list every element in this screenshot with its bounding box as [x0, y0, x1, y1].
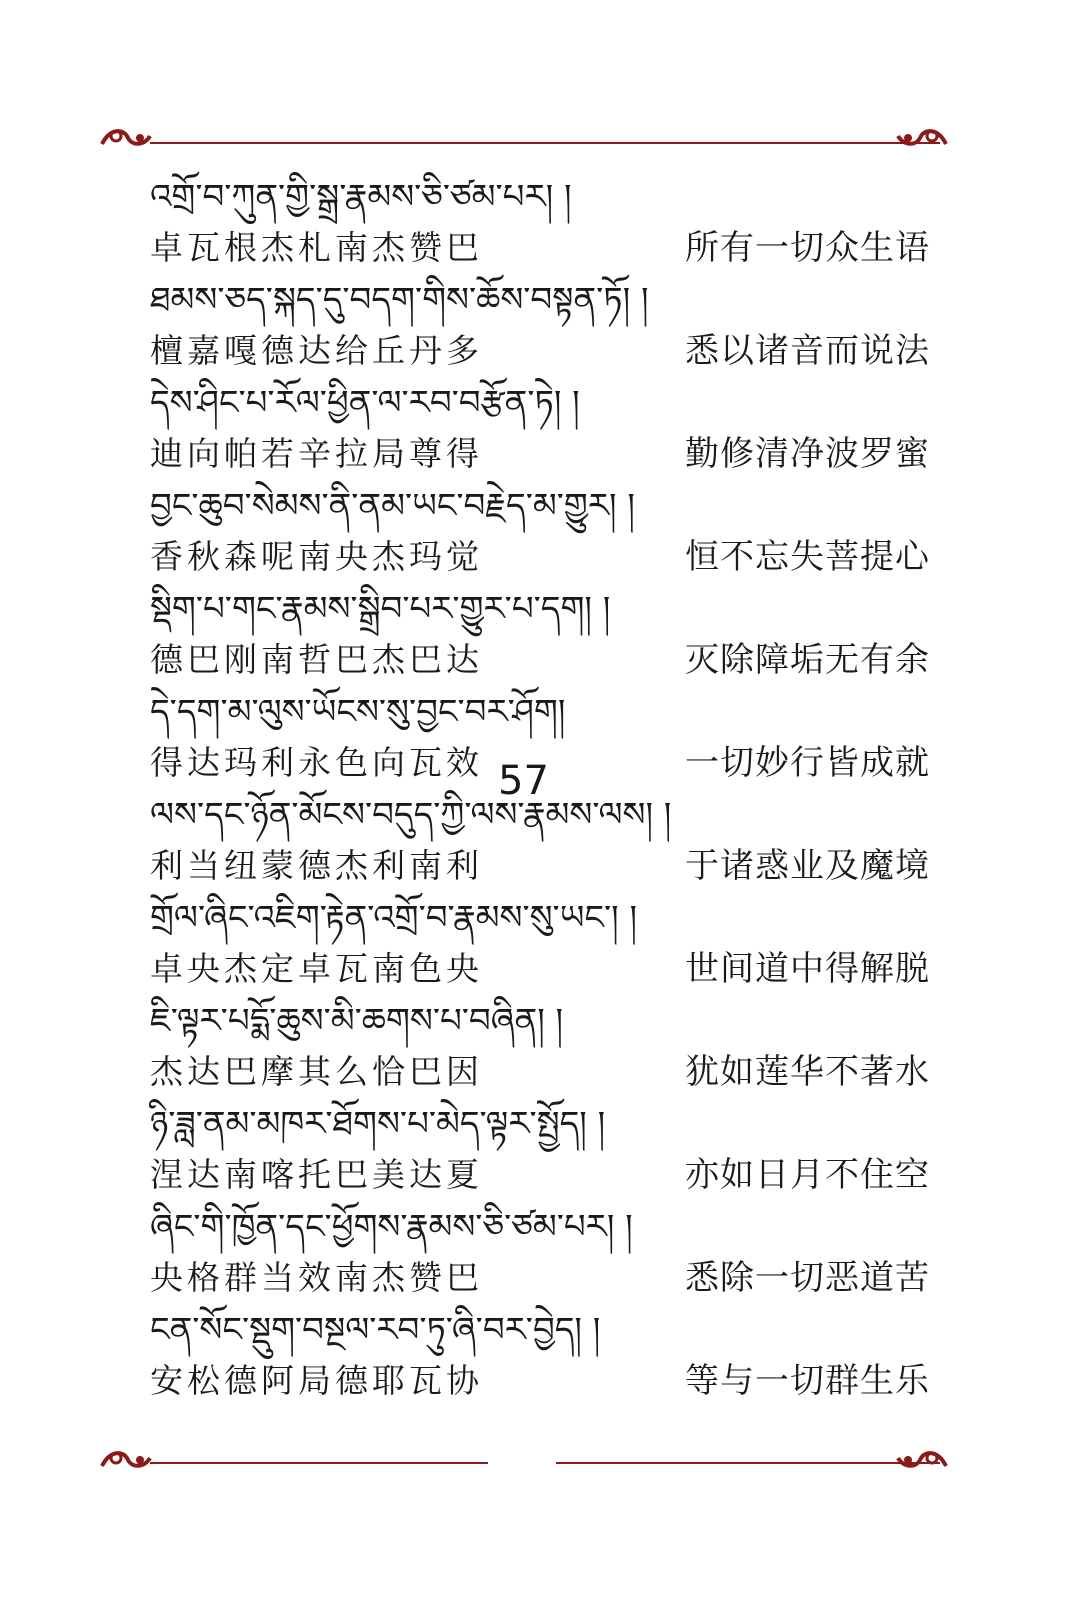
transliteration-line: 安松德阿局德耶瓦协 — [150, 1361, 483, 1400]
page-number: 57 — [498, 758, 549, 804]
bottom-rule-right — [556, 1462, 940, 1464]
transliteration-line: 德巴刚南哲巴杰巴达 — [150, 640, 483, 679]
tibetan-line: ཉི་ཟླ་ནམ་མཁར་ཐོགས་པ་མེད་ལྟར་སྤྱོད། ། — [150, 1104, 606, 1144]
stanza — [150, 1202, 930, 1305]
tibetan-line: ཞིང་གི་ཁྱོན་དང་ཕྱོགས་རྣམས་ཅི་ཙམ་པར། ། — [150, 1207, 633, 1247]
translation-line: 灭除障垢无有余 — [685, 640, 930, 680]
translation-line: 等与一切群生乐 — [685, 1361, 930, 1401]
translation-line: 犹如莲华不著水 — [685, 1052, 930, 1092]
transliteration-line: 得达玛利永色向瓦效 — [150, 743, 483, 782]
tibetan-line: ཇི་ལྟར་པདྨོ་ཆུས་མི་ཆགས་པ་བཞིན། ། — [150, 1001, 564, 1041]
tibetan-line: བྱང་ཆུབ་སེམས་ནི་ནམ་ཡང་བརྗེད་མ་གྱུར། ། — [150, 486, 635, 526]
transliteration-line: 央格群当效南杰赞巴 — [150, 1258, 483, 1297]
stanza — [150, 378, 930, 481]
translation-line: 世间道中得解脱 — [685, 949, 930, 989]
tibetan-line: སྡིག་པ་གང་རྣམས་སྒྲིབ་པར་གྱུར་པ་དག། ། — [150, 589, 611, 629]
scroll-ornament-icon — [98, 118, 158, 154]
stanza — [150, 996, 930, 1099]
stanza — [150, 275, 930, 378]
tibetan-line: ངན་སོང་སྡུག་བསྔལ་རབ་ཏུ་ཞི་བར་བྱེད། ། — [150, 1310, 601, 1350]
transliteration-line: 迪向帕若辛拉局尊得 — [150, 434, 483, 473]
tibetan-line: འགྲོ་བ་ཀུན་གྱི་སྒྲ་རྣམས་ཅི་ཙམ་པར། ། — [150, 177, 572, 217]
bottom-rule-left — [150, 1462, 488, 1464]
tibetan-line: ཐམས་ཅད་སྐད་དུ་བདག་གིས་ཆོས་བསྟན་ཏོ། ། — [150, 280, 649, 320]
translation-line: 勤修清净波罗蜜 — [685, 434, 930, 474]
transliteration-line: 卓央杰定卓瓦南色央 — [150, 949, 483, 988]
translation-line: 亦如日月不住空 — [685, 1155, 930, 1195]
stanza — [150, 172, 930, 275]
stanza — [150, 584, 930, 687]
transliteration-line: 涅达南喀托巴美达夏 — [150, 1155, 483, 1194]
transliteration-line: 卓瓦根杰札南杰赞巴 — [150, 228, 483, 267]
translation-line: 悉以诸音而说法 — [685, 331, 930, 371]
translation-line: 一切妙行皆成就 — [685, 743, 930, 783]
tibetan-line: ལས་དང་ཉོན་མོངས་བདུད་ཀྱི་ལས་རྣམས་ལས། ། — [150, 795, 672, 835]
translation-line: 所有一切众生语 — [685, 228, 930, 268]
stanza — [150, 893, 930, 996]
transliteration-line: 杰达巴摩其么恰巴因 — [150, 1052, 483, 1091]
tibetan-line: དེ་དག་མ་ལུས་ཡོངས་སུ་བྱང་བར་ཤོག། — [150, 692, 566, 732]
stanza — [150, 1305, 930, 1408]
scroll-ornament-icon — [98, 1440, 158, 1476]
translation-line: 悉除一切恶道苦 — [685, 1258, 930, 1298]
tibetan-line: གྲོལ་ཞིང་འཇིག་རྟེན་འགྲོ་བ་རྣམས་སུ་ཡང་། ། — [150, 898, 638, 938]
stanza — [150, 1099, 930, 1202]
transliteration-line: 檀嘉嘎德达给丘丹多 — [150, 331, 483, 370]
stanza — [150, 790, 930, 893]
scroll-ornament-icon — [890, 1440, 950, 1476]
top-rule — [150, 142, 940, 144]
transliteration-line: 利当纽蒙德杰利南利 — [150, 846, 483, 885]
transliteration-line: 香秋森呢南央杰玛觉 — [150, 537, 483, 576]
translation-line: 恒不忘失菩提心 — [685, 537, 930, 577]
tibetan-line: དེས་ཤིང་པ་རོལ་ཕྱིན་ལ་རབ་བརྩོན་ཏེ། ། — [150, 383, 580, 423]
translation-line: 于诸惑业及魔境 — [685, 846, 930, 886]
scroll-ornament-icon — [890, 118, 950, 154]
stanza — [150, 481, 930, 584]
